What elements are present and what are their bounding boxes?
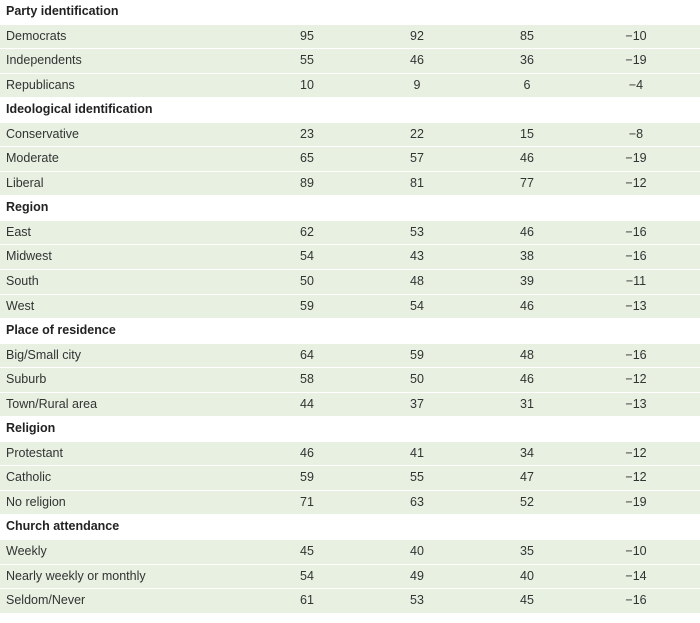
change-cell: −13 <box>625 396 647 411</box>
value-cell: 31 <box>520 396 534 411</box>
value-cell: 48 <box>520 347 534 362</box>
value-cell: 46 <box>300 445 314 460</box>
section-title: Religion <box>6 421 56 436</box>
value-cell: 55 <box>300 53 314 68</box>
table-row <box>0 123 700 148</box>
value-cell: 37 <box>410 396 424 411</box>
value-cell: 53 <box>410 224 424 239</box>
row-label: Nearly weekly or monthly <box>6 568 146 583</box>
row-label: Seldom/Never <box>6 593 86 608</box>
change-cell: −8 <box>628 126 644 141</box>
change-cell: −19 <box>625 494 647 509</box>
change-cell: −12 <box>625 470 647 485</box>
table-row <box>0 221 700 246</box>
value-cell: 46 <box>410 53 424 68</box>
value-cell: 53 <box>410 593 424 608</box>
change-cell: −16 <box>625 347 647 362</box>
value-cell: 23 <box>300 126 314 141</box>
value-cell: 85 <box>520 28 534 43</box>
value-cell: 64 <box>300 347 314 362</box>
value-cell: 57 <box>410 151 424 166</box>
section-title: Ideological identification <box>6 102 153 117</box>
value-cell: 54 <box>300 249 314 264</box>
table-row <box>0 49 700 74</box>
value-cell: 65 <box>300 151 314 166</box>
table-row <box>0 25 700 50</box>
value-cell: 92 <box>410 28 424 43</box>
row-label: Big/Small city <box>6 347 82 362</box>
row-label: Moderate <box>6 151 59 166</box>
section-header-row <box>0 417 700 442</box>
value-cell: 63 <box>410 494 424 509</box>
section-title: Party identification <box>6 4 119 18</box>
change-cell: −12 <box>625 372 647 387</box>
value-cell: 95 <box>300 28 314 43</box>
value-cell: 9 <box>413 77 421 92</box>
value-cell: 62 <box>300 224 314 239</box>
value-cell: 61 <box>300 593 314 608</box>
change-cell: −14 <box>625 568 647 583</box>
value-cell: 89 <box>300 175 314 190</box>
value-cell: 58 <box>300 372 314 387</box>
change-cell: −19 <box>625 151 647 166</box>
value-cell: 55 <box>410 470 424 485</box>
value-cell: 52 <box>520 494 534 509</box>
table-row <box>0 540 700 565</box>
value-cell: 59 <box>300 298 314 313</box>
table-row <box>0 344 700 369</box>
table-row <box>0 172 700 197</box>
change-cell: −4 <box>628 77 644 92</box>
value-cell: 50 <box>300 274 314 289</box>
value-cell: 35 <box>520 544 534 559</box>
table-row <box>0 393 700 418</box>
row-label: Republicans <box>6 77 75 92</box>
value-cell: 48 <box>410 274 424 289</box>
row-label: East <box>6 224 32 239</box>
value-cell: 40 <box>410 544 424 559</box>
section-header-row <box>0 515 700 540</box>
change-cell: −16 <box>625 249 647 264</box>
row-label: Protestant <box>6 445 63 460</box>
table-row <box>0 245 700 270</box>
row-label: South <box>6 274 39 289</box>
value-cell: 46 <box>520 372 534 387</box>
change-cell: −11 <box>625 274 647 289</box>
value-cell: 34 <box>520 445 534 460</box>
section-header-row <box>0 196 700 221</box>
table-row <box>0 74 700 99</box>
value-cell: 49 <box>410 568 424 583</box>
section-title: Place of residence <box>6 323 116 338</box>
table-row <box>0 491 700 516</box>
value-cell: 40 <box>520 568 534 583</box>
row-label: West <box>6 298 35 313</box>
value-cell: 46 <box>520 298 534 313</box>
table-row <box>0 589 700 614</box>
change-cell: −16 <box>625 593 647 608</box>
row-label: Midwest <box>6 249 52 264</box>
value-cell: 59 <box>300 470 314 485</box>
change-cell: −13 <box>625 298 647 313</box>
value-cell: 54 <box>300 568 314 583</box>
table-row <box>0 147 700 172</box>
table-row <box>0 270 700 295</box>
row-label: Suburb <box>6 372 47 387</box>
value-cell: 22 <box>410 126 424 141</box>
table-row <box>0 442 700 467</box>
value-cell: 54 <box>410 298 424 313</box>
value-cell: 41 <box>410 445 424 460</box>
value-cell: 77 <box>520 175 534 190</box>
value-cell: 45 <box>520 593 534 608</box>
section-header-row <box>0 319 700 344</box>
value-cell: 36 <box>520 53 534 68</box>
value-cell: 43 <box>410 249 424 264</box>
value-cell: 47 <box>520 470 534 485</box>
row-label: Liberal <box>6 175 44 190</box>
row-label: Conservative <box>6 126 79 141</box>
change-cell: −10 <box>625 28 647 43</box>
table-row <box>0 368 700 393</box>
row-label: Town/Rural area <box>6 396 98 411</box>
section-title: Region <box>6 200 49 215</box>
section-title: Church attendance <box>6 519 120 534</box>
value-cell: 15 <box>520 126 534 141</box>
change-cell: −10 <box>625 544 647 559</box>
value-cell: 46 <box>520 224 534 239</box>
value-cell: 50 <box>410 372 424 387</box>
value-cell: 39 <box>520 274 534 289</box>
table-row <box>0 295 700 320</box>
value-cell: 71 <box>300 494 314 509</box>
value-cell: 46 <box>520 151 534 166</box>
change-cell: −19 <box>625 53 647 68</box>
value-cell: 38 <box>520 249 534 264</box>
value-cell: 44 <box>300 396 314 411</box>
table-row <box>0 466 700 491</box>
value-cell: 81 <box>410 175 424 190</box>
section-header-row <box>0 0 700 25</box>
value-cell: 45 <box>300 544 314 559</box>
row-label: Catholic <box>6 470 52 485</box>
row-label: No religion <box>6 494 66 509</box>
change-cell: −12 <box>625 445 647 460</box>
row-label: Independents <box>6 53 82 68</box>
change-cell: −12 <box>625 175 647 190</box>
section-header-row <box>0 98 700 123</box>
value-cell: 10 <box>300 77 314 92</box>
value-cell: 6 <box>523 77 531 92</box>
value-cell: 59 <box>410 347 424 362</box>
row-label: Weekly <box>6 544 47 559</box>
change-cell: −16 <box>625 224 647 239</box>
row-label: Democrats <box>6 28 67 43</box>
table-row <box>0 565 700 590</box>
